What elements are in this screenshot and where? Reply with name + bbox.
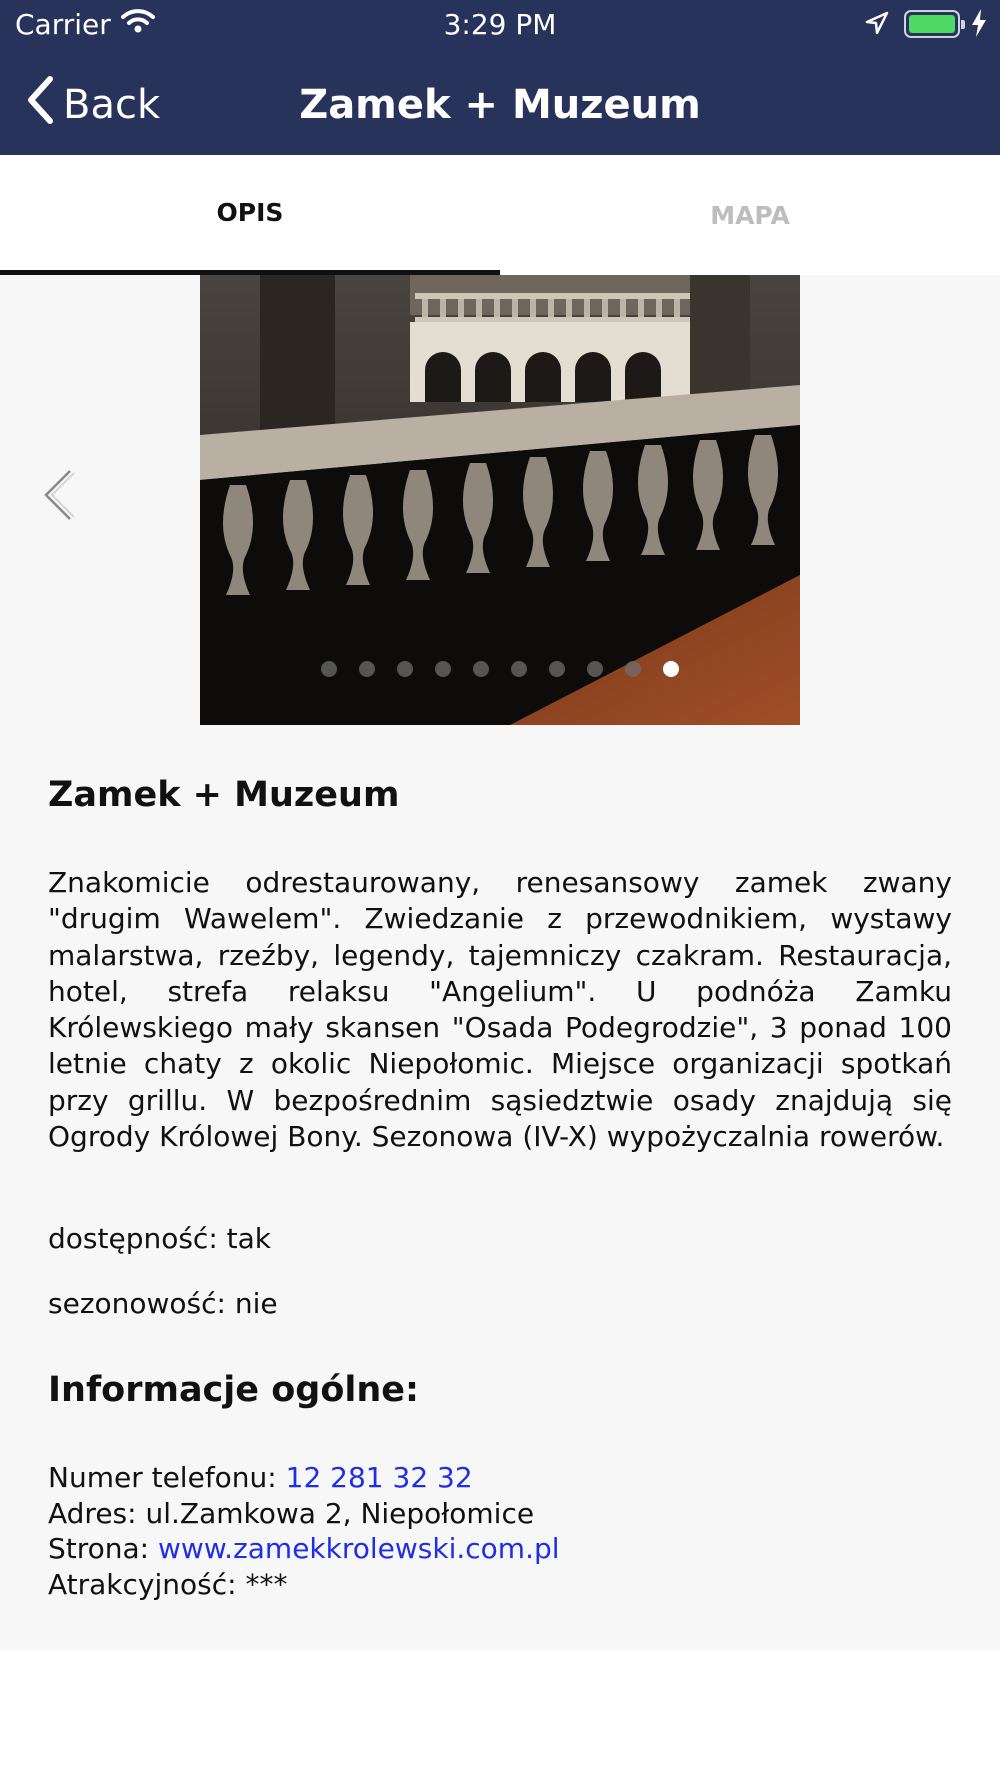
tab-opis[interactable]: OPIS bbox=[0, 155, 500, 275]
carousel-dot[interactable] bbox=[587, 661, 603, 677]
place-description: Znakomicie odrestaurowany, renesansowy zamek zwany "drugim Wawelem". Zwiedzanie z przewodnikiem, wystawy malarstwa, rzeźby, legendy, tajemniczy czakram. Restauracja, hotel, strefa relaksu "Angelium". U podnóża Zamku Królewskiego mały skansen "Osada Podegrodzie", 3 ponad 100 letnie chaty z okolic Niepołomic. Miejsce organizacji spotkań przy grillu. W bezpośrednim sąsiedztwie osady znajdują się Ogrody Królowej Bony. Sezonowa (IV-X) wypożyczalnia rowerów. bbox=[48, 866, 952, 1154]
status-bar bbox=[0, 0, 1000, 50]
website-row bbox=[48, 1531, 560, 1567]
carousel-dot[interactable] bbox=[473, 661, 489, 677]
carousel-dot[interactable] bbox=[511, 661, 527, 677]
carrier-label: Carrier bbox=[15, 8, 111, 41]
phone-row bbox=[48, 1460, 560, 1496]
image-carousel[interactable] bbox=[0, 275, 1000, 725]
general-info-heading: Informacje ogólne: bbox=[48, 1370, 420, 1410]
status-time: 3:29 PM bbox=[443, 8, 557, 41]
tab-bar bbox=[0, 155, 1000, 275]
carousel-dot[interactable] bbox=[321, 661, 337, 677]
battery-icon bbox=[904, 10, 960, 38]
place-title: Zamek + Muzeum bbox=[48, 775, 400, 815]
phone-link[interactable]: 12 281 32 32 bbox=[285, 1461, 473, 1494]
content-area bbox=[0, 275, 1000, 1650]
carousel-dot[interactable] bbox=[435, 661, 451, 677]
accessibility-text: dostępność: tak bbox=[48, 1222, 272, 1255]
castle-photo bbox=[200, 275, 800, 725]
address-row: Adres: ul.Zamkowa 2, Niepołomice bbox=[48, 1496, 535, 1530]
attractiveness-row: Atrakcyjność: *** bbox=[48, 1567, 288, 1601]
page-title: Zamek + Muzeum bbox=[299, 82, 701, 128]
carousel-dot[interactable] bbox=[359, 661, 375, 677]
phone-label: Numer telefonu: bbox=[48, 1461, 286, 1494]
website-link[interactable]: www.zamekkrolewski.com.pl bbox=[158, 1532, 560, 1565]
back-label: Back bbox=[63, 82, 161, 128]
navigation-bar bbox=[0, 55, 1000, 155]
website-label: Strona: bbox=[48, 1532, 159, 1565]
location-arrow-icon bbox=[864, 10, 890, 43]
seasonality-text: sezonowość: nie bbox=[48, 1287, 278, 1320]
general-info-block bbox=[48, 1460, 560, 1602]
top-bar bbox=[0, 0, 1000, 155]
carousel-page-dots[interactable] bbox=[200, 661, 800, 677]
previous-image-arrow-icon[interactable] bbox=[38, 465, 82, 529]
tab-mapa[interactable]: MAPA bbox=[710, 200, 790, 230]
carousel-dot[interactable] bbox=[663, 661, 679, 677]
carousel-dot[interactable] bbox=[397, 661, 413, 677]
charging-bolt-icon bbox=[970, 8, 988, 45]
carousel-dot[interactable] bbox=[549, 661, 565, 677]
carousel-dot[interactable] bbox=[625, 661, 641, 677]
